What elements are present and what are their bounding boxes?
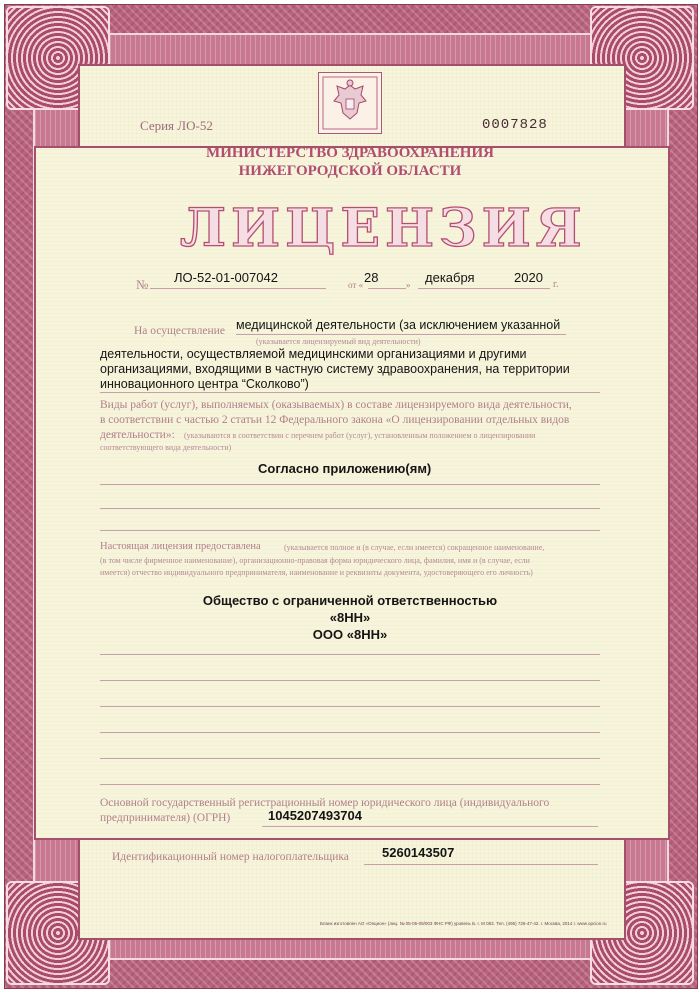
number-sign: № <box>136 277 149 292</box>
holder-underline-2 <box>100 680 600 681</box>
ogrn-underline <box>262 826 598 827</box>
works-text2: в соответствии с частью 2 статьи 12 Федерального закона «О лицензировании отдельных видов <box>100 414 570 426</box>
document-title: ЛИЦЕНЗИЯ <box>180 198 587 259</box>
activity-underline <box>236 334 566 335</box>
holder-name-line3: ООО «8НН» <box>312 627 388 642</box>
holder-text1b: (указывается полное и (в случае, если имеется) сокращенное наименование, <box>284 543 545 552</box>
activity-line2: деятельности, осуществляемой медицинскими организациями и другими <box>100 347 527 361</box>
year-suffix: г. <box>553 279 559 290</box>
works-text1: Виды работ (услуг), выполняемых (оказываемых) в составе лицензируемого вида деятельности, <box>100 399 572 411</box>
inn-underline <box>364 864 598 865</box>
series-label: Серия ЛО-52 <box>140 118 213 133</box>
activity-line4: инновационного центра “Сколково”) <box>100 377 309 391</box>
holder-underline-3 <box>100 706 600 707</box>
holder-text3: имеется) отчество индивидуального предпринимателя, наименование и реквизиты документа, удостоверяющего его личность) <box>100 568 533 577</box>
license-day: 28 <box>364 270 379 285</box>
holder-underline-6 <box>100 784 600 785</box>
month-year-underline <box>418 288 550 289</box>
works-value: Согласно приложению(ям) <box>258 461 432 476</box>
holder-underline-4 <box>100 732 600 733</box>
license-number: ЛО-52-01-007042 <box>174 270 278 285</box>
works-underline-3 <box>100 530 600 531</box>
activity-line3: организациями, входящими в частную систему здравоохранения, на территории <box>100 362 570 376</box>
works-text3b: (указываются в соответствии с перечнем работ (услуг), установленным положением о лицензировании <box>184 431 536 440</box>
from-label: от « <box>348 280 364 290</box>
holder-text1a: Настоящая лицензия предоставлена <box>100 541 261 552</box>
license-month: декабря <box>425 270 475 285</box>
holder-name-line2: «8НН» <box>329 610 371 625</box>
quote-close: » <box>406 280 411 290</box>
works-underline-2 <box>100 508 600 509</box>
activity-end-underline <box>100 392 600 393</box>
activity-line1: медицинской деятельности (за исключением указанной <box>236 318 561 332</box>
inn-value: 5260143507 <box>382 845 455 860</box>
ministry-line1: МИНИСТЕРСТВО ЗДРАВООХРАНЕНИЯ <box>206 145 494 161</box>
ogrn-label2: предпринимателя) (ОГРН) <box>100 812 231 824</box>
form-number: 0007828 <box>482 117 548 133</box>
holder-underline-5 <box>100 758 600 759</box>
ministry-name <box>120 144 580 180</box>
number-underline <box>150 288 326 289</box>
holder-name <box>150 592 550 643</box>
ogrn-label1: Основной государственный регистрационный номер юридического лица (индивидуального <box>100 797 550 809</box>
works-text4: соответствующего вида деятельности) <box>100 443 232 452</box>
holder-name-line1: Общество с ограниченной ответственностью <box>202 593 498 608</box>
license-year: 2020 <box>514 270 543 285</box>
holder-text2: (в том числе фирменное наименование), организационно-правовая форма юридического лица, фамилия, имя и (в случае, если <box>100 556 530 565</box>
ministry-line2: НИЖЕГОРОДСКОЙ ОБЛАСТИ <box>238 163 462 179</box>
inn-label: Идентификационный номер налогоплательщика <box>112 851 349 863</box>
holder-underline-1 <box>100 654 600 655</box>
day-underline <box>368 288 406 289</box>
coat-of-arms-icon <box>318 72 382 134</box>
activity-label: На осуществление <box>134 325 225 337</box>
ogrn-value: 1045207493704 <box>268 808 362 823</box>
works-underline-1 <box>100 484 600 485</box>
activity-hint: (указывается лицензируемый вид деятельности) <box>256 337 421 346</box>
works-text3a: деятельности»: <box>100 429 175 441</box>
printer-imprint: Бланк изготовлен АО «Опцион» (лиц. № 05-05-09/003 ФНС РФ) уровень Б. г. М 083. Тел. (495) 726-47-42. г. Москва, 2014 г. www.opcion.ru <box>320 921 607 926</box>
